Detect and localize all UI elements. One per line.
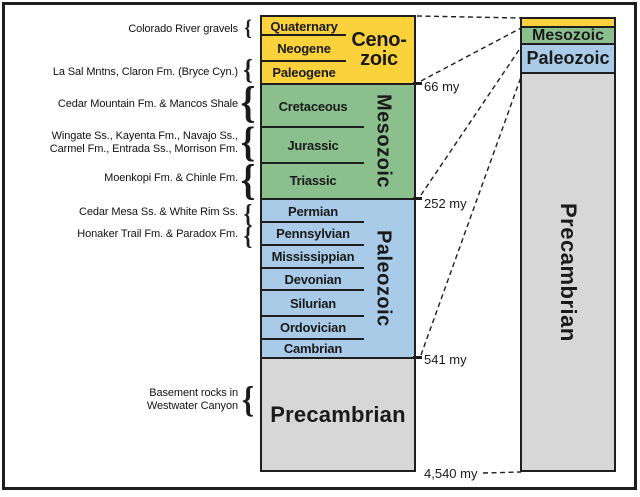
label-colorado-river-gravels bbox=[0, 23, 238, 36]
label-cedar-mesa-white-rim bbox=[0, 206, 238, 219]
label-text: Moenkopi Fm. & Chinle Fm. bbox=[104, 172, 238, 184]
period-divider bbox=[262, 338, 364, 340]
period-label: Mississippian bbox=[271, 249, 355, 264]
brace-icon: { bbox=[241, 378, 255, 421]
label-honaker-paradox bbox=[0, 228, 238, 241]
period-divider bbox=[262, 244, 364, 246]
age-label-4540my bbox=[424, 467, 477, 480]
period-divider bbox=[262, 34, 346, 36]
scaled-cenozoic-strip bbox=[522, 19, 614, 26]
period-divider bbox=[262, 267, 364, 269]
brace-icon: { bbox=[240, 117, 256, 166]
scaled-mesozoic-strip bbox=[522, 28, 614, 43]
period-row bbox=[262, 85, 364, 127]
label-moenkopi-chinle bbox=[0, 172, 238, 185]
era-label-text: Paleozoic bbox=[372, 230, 395, 327]
period-divider bbox=[262, 221, 364, 223]
period-divider bbox=[262, 162, 364, 164]
period-label: Cambrian bbox=[283, 340, 343, 356]
scaled-mesozoic-label: Mesozoic bbox=[531, 26, 604, 44]
era-label-line1: Ceno- bbox=[351, 29, 407, 51]
period-label: Ordovician bbox=[280, 320, 346, 335]
age-label-541my bbox=[424, 353, 467, 366]
scaled-precambrian-strip bbox=[522, 74, 614, 470]
period-row bbox=[262, 339, 364, 357]
label-text: Honaker Trail Fm. & Paradox Fm. bbox=[77, 228, 238, 240]
scaled-paleozoic-strip bbox=[522, 45, 614, 72]
label-text: Cedar Mesa Ss. & White Rim Ss. bbox=[79, 206, 238, 218]
tick-66my bbox=[413, 82, 422, 85]
brace-icon: { bbox=[240, 155, 256, 205]
period-row bbox=[262, 61, 346, 83]
age-text: 4,540 my bbox=[424, 466, 478, 481]
label-text-line1: Basement rocks in bbox=[149, 387, 238, 399]
scaled-paleozoic-label: Paleozoic bbox=[526, 48, 610, 68]
period-row bbox=[262, 316, 364, 339]
label-text-line2: Westwater Canyon bbox=[146, 400, 238, 412]
period-divider bbox=[262, 289, 364, 291]
label-basement-rocks bbox=[0, 387, 238, 413]
age-text: 541 my bbox=[424, 352, 467, 367]
period-label: Jurassic bbox=[287, 137, 339, 153]
period-row bbox=[262, 290, 364, 316]
period-row bbox=[262, 245, 364, 268]
period-row bbox=[262, 17, 346, 35]
era-section-cenozoic bbox=[262, 17, 414, 83]
era-label-paleozoic bbox=[366, 200, 400, 357]
period-label: Paleogene bbox=[272, 64, 336, 80]
label-cedar-mountain-mancos bbox=[0, 98, 238, 111]
era-label-mesozoic bbox=[366, 85, 400, 198]
period-row bbox=[262, 222, 364, 245]
scaled-precambrian-label: Precambrian bbox=[556, 202, 581, 342]
period-row bbox=[262, 268, 364, 290]
brace-icon: { bbox=[243, 198, 253, 229]
brace-icon: { bbox=[244, 16, 252, 41]
era-section-precambrian bbox=[262, 359, 414, 470]
period-label: Silurian bbox=[289, 295, 337, 311]
age-label-252my bbox=[424, 197, 467, 210]
label-text: Cedar Mountain Fm. & Mancos Shale bbox=[57, 98, 238, 110]
period-row bbox=[262, 200, 364, 222]
label-la-sal-claron bbox=[0, 66, 238, 79]
period-label: Triassic bbox=[289, 173, 337, 188]
period-divider bbox=[262, 315, 364, 317]
period-divider bbox=[262, 60, 346, 62]
period-row bbox=[262, 35, 346, 61]
period-row bbox=[262, 163, 364, 198]
period-label: Permian bbox=[288, 203, 338, 219]
period-label: Pennsylvian bbox=[276, 226, 350, 241]
brace-icon: { bbox=[243, 220, 253, 251]
period-label: Quaternary bbox=[270, 18, 338, 34]
age-label-66my bbox=[424, 80, 459, 93]
brace-icon: { bbox=[243, 55, 253, 87]
era-label-text: Precambrian bbox=[270, 401, 406, 427]
era-section-mesozoic bbox=[262, 85, 414, 198]
tick-541my bbox=[413, 356, 422, 359]
tick-252my bbox=[413, 197, 422, 200]
period-label: Devonian bbox=[284, 271, 342, 287]
period-row bbox=[262, 127, 364, 163]
period-label: Neogene bbox=[277, 40, 331, 56]
label-wingate-group bbox=[0, 130, 238, 156]
label-text-line2: Carmel Fm., Entrada Ss., Morrison Fm. bbox=[49, 143, 238, 155]
era-label-precambrian bbox=[262, 359, 414, 470]
era-label-line2: zoic bbox=[360, 48, 398, 70]
label-text-line1: Wingate Ss., Kayenta Fm., Navajo Ss., bbox=[51, 130, 238, 142]
era-section-paleozoic bbox=[262, 200, 414, 357]
label-text: Colorado River gravels bbox=[128, 23, 238, 35]
brace-icon: { bbox=[240, 77, 256, 128]
era-label-cenozoic bbox=[344, 17, 414, 83]
era-label-text: Mesozoic bbox=[372, 94, 395, 189]
main-column bbox=[260, 15, 416, 472]
period-divider bbox=[262, 126, 364, 128]
scaled-column bbox=[520, 17, 616, 472]
period-label: Cretaceous bbox=[278, 98, 348, 114]
label-text: La Sal Mntns, Claron Fm. (Bryce Cyn.) bbox=[52, 66, 238, 78]
age-text: 66 my bbox=[424, 79, 460, 94]
age-text: 252 my bbox=[424, 196, 467, 211]
